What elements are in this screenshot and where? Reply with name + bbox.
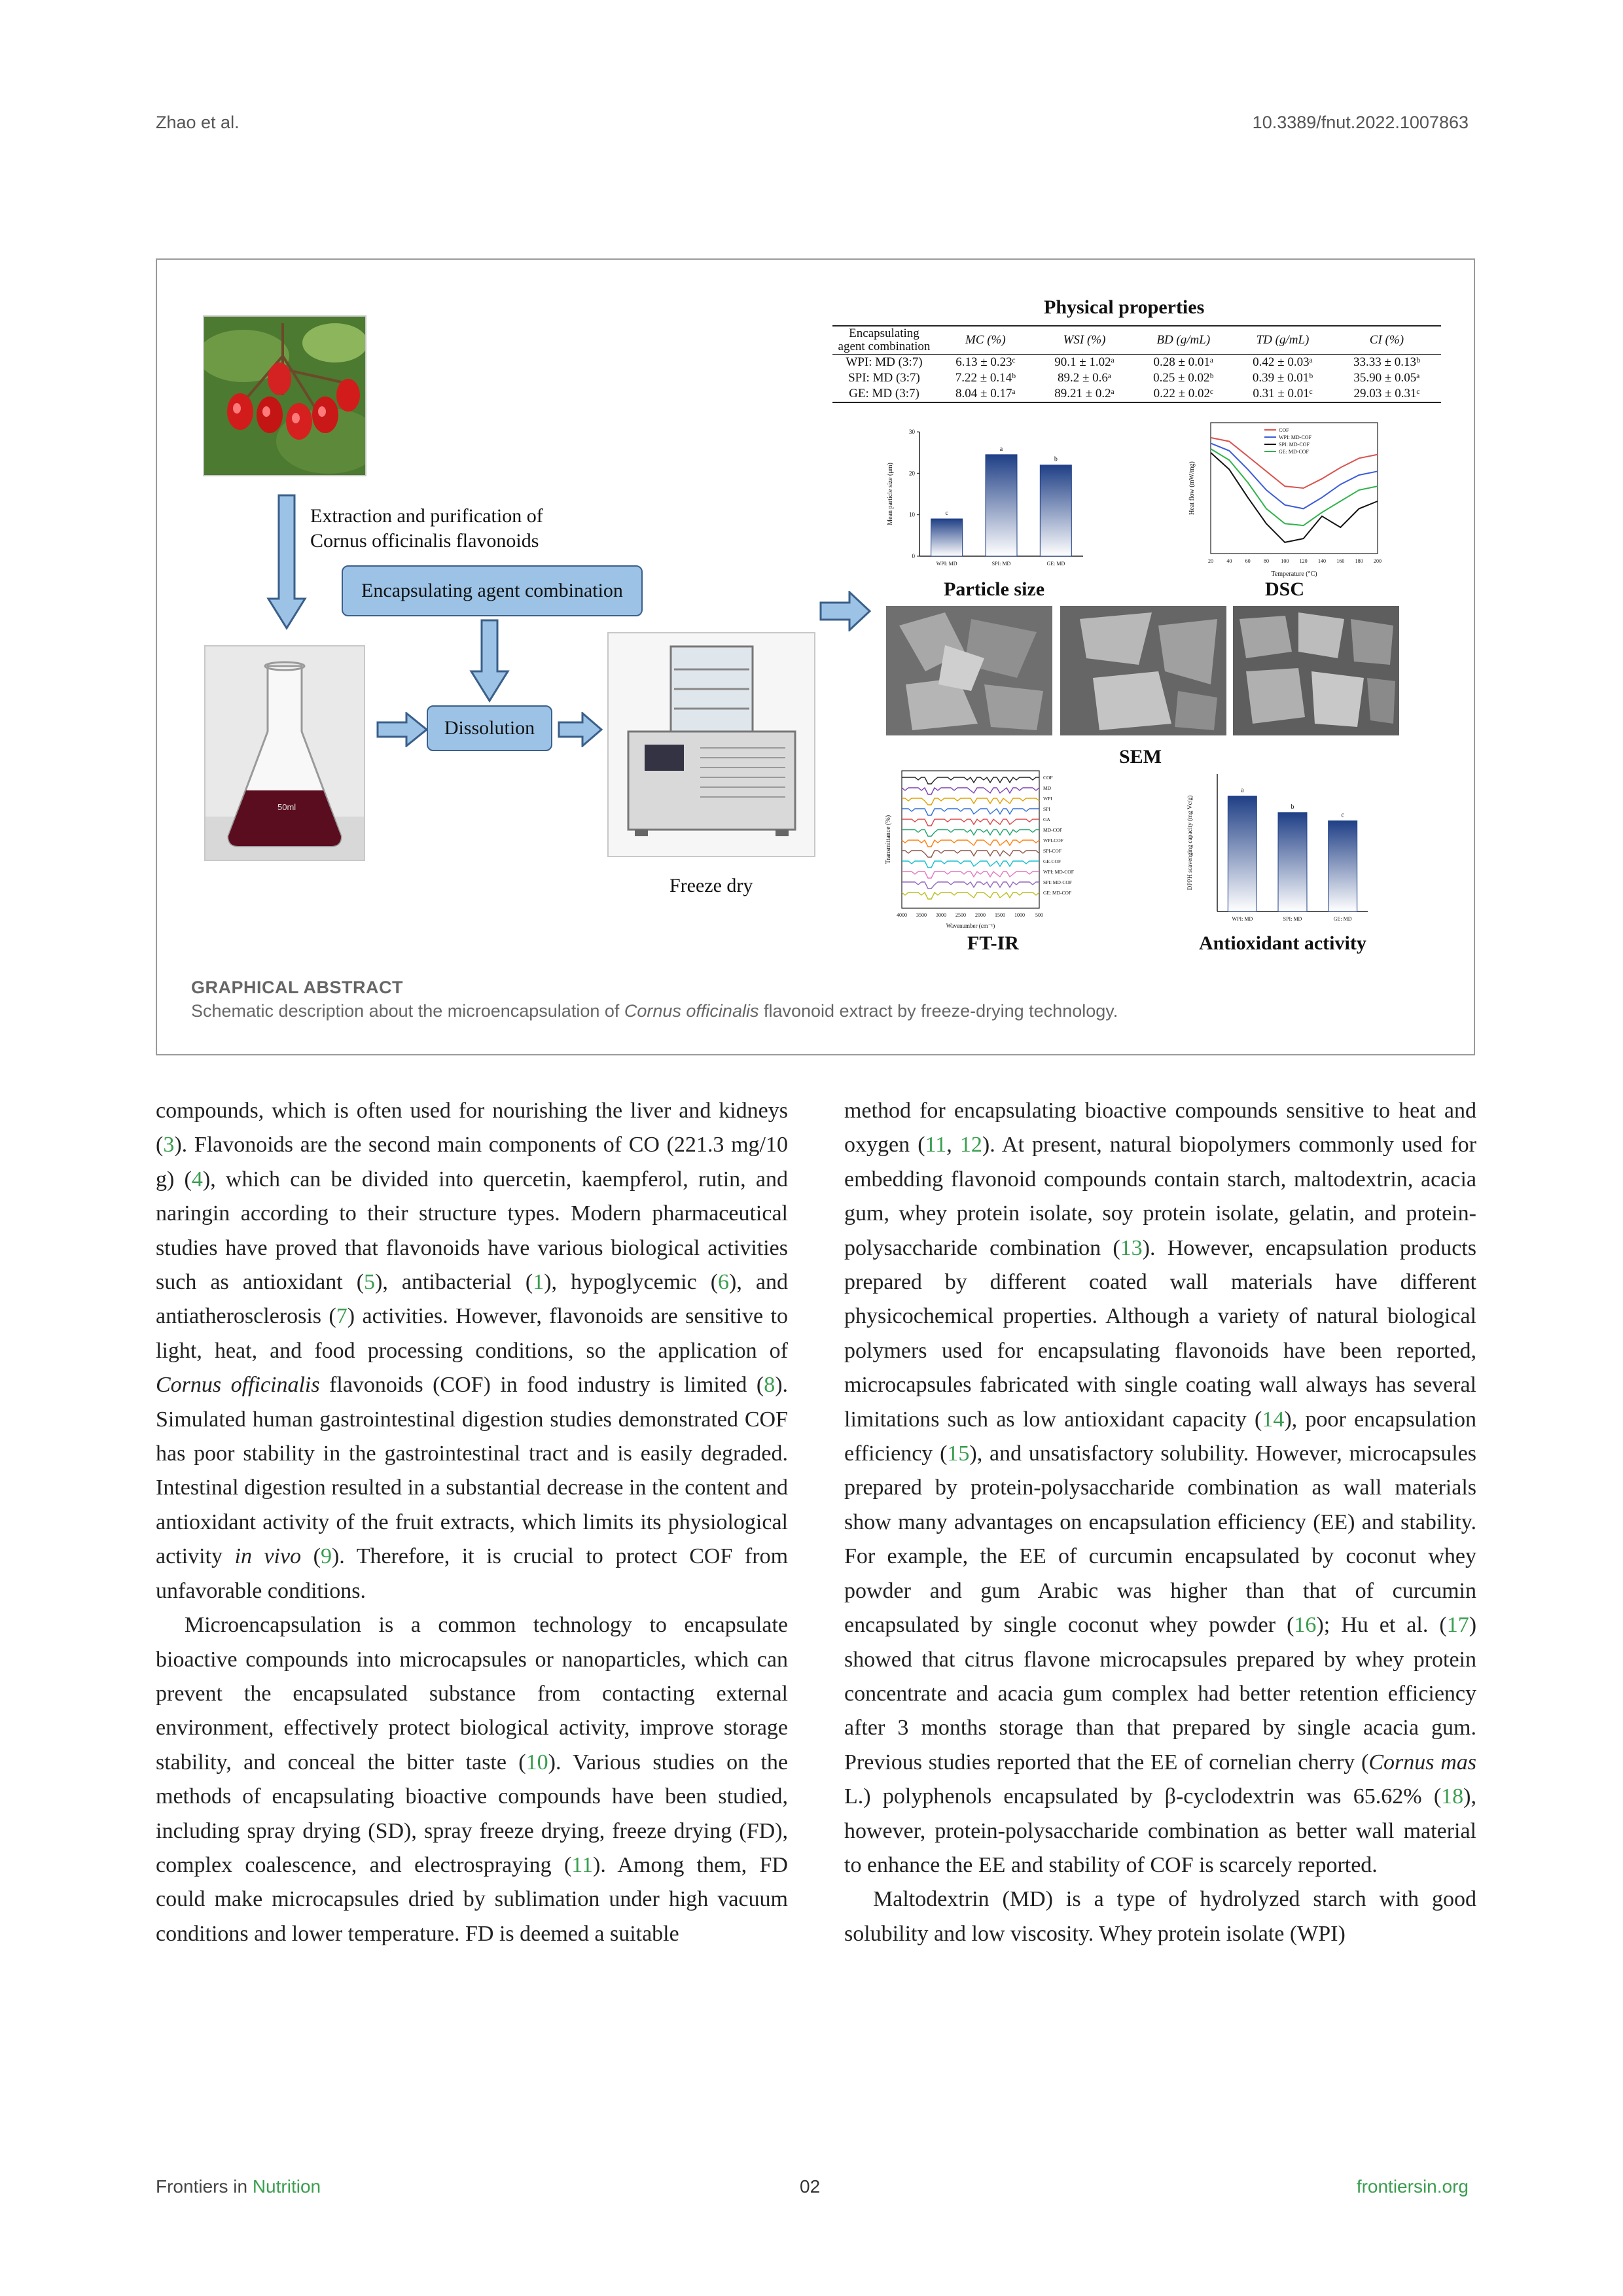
citation-link[interactable]: 5 xyxy=(364,1270,376,1295)
citation-link[interactable]: 11 xyxy=(571,1852,594,1877)
table-header-cell: TD (g/mL) xyxy=(1256,333,1310,347)
page-number: 02 xyxy=(800,2176,821,2197)
body-left-column xyxy=(156,1094,788,1951)
bar xyxy=(931,519,963,556)
table-header-cell: CI (%) xyxy=(1369,333,1404,347)
legend-label: COF xyxy=(1043,775,1053,781)
legend-label: GA xyxy=(1043,817,1050,822)
right-arrow-icon xyxy=(376,712,429,747)
table-cell: 0.22 ± 0.02ᶜ xyxy=(1153,387,1213,400)
table-cell: SPI: MD (3:7) xyxy=(848,371,920,385)
caption-species: Cornus officinalis xyxy=(624,1001,759,1021)
x-tick-label: 40 xyxy=(1226,558,1232,564)
x-axis-label: Wavenumber (cm⁻¹) xyxy=(946,923,995,929)
particle-size-label: Particle size xyxy=(944,578,1045,600)
citation-link[interactable]: 3 xyxy=(163,1133,175,1157)
citation-link[interactable]: 1 xyxy=(533,1270,544,1295)
body-right-column xyxy=(844,1094,1476,1951)
citation-link[interactable]: 11 xyxy=(925,1133,947,1157)
table-cell: 29.03 ± 0.31ᶜ xyxy=(1353,387,1420,400)
bar xyxy=(1329,821,1357,911)
x-tick-label: 60 xyxy=(1245,558,1251,564)
x-tick-label: 200 xyxy=(1374,558,1382,564)
dissolution-box: Dissolution xyxy=(427,705,552,751)
right-arrow-icon xyxy=(819,591,872,631)
significance-letter: a xyxy=(1241,786,1244,794)
legend-label: GE-COF xyxy=(1043,858,1061,864)
y-tick-label: 30 xyxy=(909,429,915,435)
sem-label: SEM xyxy=(1119,746,1162,768)
ftir-spectrum-line xyxy=(902,882,1039,889)
extraction-label-line2: Cornus officinalis flavonoids xyxy=(310,530,539,552)
extraction-label-line1: Extraction and purification of xyxy=(310,505,543,527)
table-cell: 0.28 ± 0.01ᵃ xyxy=(1153,355,1214,369)
legend-label: SPI: MD-COF xyxy=(1279,442,1310,448)
x-tick-label: 80 xyxy=(1264,558,1269,564)
x-tick-label: 3500 xyxy=(916,912,927,918)
x-tick-label: WPI: MD xyxy=(936,561,957,567)
extraction-label xyxy=(310,504,543,554)
sem-image-2 xyxy=(1060,606,1226,735)
table-cell: 0.31 ± 0.01ᶜ xyxy=(1253,387,1313,400)
bar xyxy=(1040,465,1071,556)
table-cell: 0.25 ± 0.02ᵇ xyxy=(1153,371,1214,385)
x-tick-label: 4000 xyxy=(897,912,907,918)
physical-properties-table xyxy=(832,325,1441,403)
legend-label: WPI xyxy=(1043,796,1052,802)
bar xyxy=(1278,813,1307,911)
legend-label: GE: MD-COF xyxy=(1279,449,1310,455)
citation-link[interactable]: 9 xyxy=(320,1544,332,1569)
citation-link[interactable]: 7 xyxy=(336,1304,348,1329)
ftir-spectrum-line xyxy=(902,809,1039,815)
figure-caption-text xyxy=(191,1001,1118,1021)
y-tick-label: 20 xyxy=(909,470,915,477)
particle-size-chart xyxy=(880,419,1096,582)
plot-frame xyxy=(902,771,1039,908)
y-axis-label: DPPH scavenging capacity (mg Vc/g) xyxy=(1187,795,1194,891)
table-cell: 0.39 ± 0.01ᵇ xyxy=(1252,371,1313,385)
table-header-cell: MC (%) xyxy=(965,333,1006,347)
x-tick-label: 180 xyxy=(1355,558,1363,564)
legend-label: SPI-COF xyxy=(1043,848,1061,854)
table-row xyxy=(832,370,1441,386)
citation-link[interactable]: 15 xyxy=(947,1441,970,1466)
footer-journal-prefix: Frontiers in xyxy=(156,2176,253,2197)
citation-link[interactable]: 16 xyxy=(1294,1613,1317,1638)
legend-label: WPI: MD-COF xyxy=(1043,869,1074,875)
citation-link[interactable]: 13 xyxy=(1120,1235,1143,1260)
x-tick-label: 140 xyxy=(1318,558,1326,564)
y-axis-label: Heat flow (mW/mg) xyxy=(1188,461,1196,515)
citation-link[interactable]: 17 xyxy=(1446,1613,1469,1638)
table-cell: 35.90 ± 0.05ᵃ xyxy=(1353,371,1420,385)
ftir-spectrum-line xyxy=(902,892,1039,899)
flavonoid-flask-photo xyxy=(204,645,365,861)
flask-volume-label: 50ml xyxy=(277,802,296,812)
table-cell: 90.1 ± 1.02ᵃ xyxy=(1054,355,1115,369)
ftir-spectrum-line xyxy=(902,788,1039,794)
table-cell: 33.33 ± 0.13ᵇ xyxy=(1353,355,1420,369)
x-tick-label: SPI: MD xyxy=(1283,916,1302,922)
table-cell: 6.13 ± 0.23ᶜ xyxy=(955,355,1016,369)
freeze-dryer-image xyxy=(609,633,814,856)
right-arrow-icon xyxy=(558,712,603,747)
y-axis-label: Transmittance (%) xyxy=(885,815,892,864)
antioxidant-chart xyxy=(1181,764,1384,936)
legend-label: WPI: MD-COF xyxy=(1279,434,1312,440)
paragraph: Maltodextrin (MD) is a type of hydrolyzed starch with good solubility and low viscosity. Whey protein isolate (WPI) xyxy=(844,1887,1476,1946)
legend-label: MD-COF xyxy=(1043,827,1063,833)
x-tick-label: 2000 xyxy=(975,912,986,918)
ftir-spectrum-line xyxy=(902,819,1039,826)
x-tick-label: 1500 xyxy=(995,912,1005,918)
x-tick-label: 500 xyxy=(1035,912,1043,918)
paragraph: Microencapsulation is a common technology to encapsulate bioactive compounds into microcapsules or nanoparticles, which can prevent the encapsulated substance from contacting external environment, effectively protect biological activity, improve storage stability, and conceal the bitter taste (10). Various studies on the methods of encapsulating bioactive compounds have been studied, including spray drying (SD), spray freeze drying, freeze drying (FD), complex coalescence, and electrospraying (11). Among them, FD could make microcapsules dried by sublimation under high vacuum conditions and lower temperature. FD is deemed a suitable xyxy=(156,1613,788,1946)
bar xyxy=(1228,796,1257,911)
cornus-fruit-photo xyxy=(203,315,366,476)
table-header-row xyxy=(832,326,1441,355)
freeze-dryer-photo xyxy=(607,632,815,857)
y-tick-label: 0 xyxy=(912,553,915,559)
table-cell: 8.04 ± 0.17ᵃ xyxy=(955,387,1016,400)
significance-letter: c xyxy=(1341,811,1344,819)
table-cell: 7.22 ± 0.14ᵇ xyxy=(955,371,1016,385)
citation-link[interactable]: 14 xyxy=(1262,1407,1285,1432)
table-header-cell: Encapsulating agent combination xyxy=(838,327,931,353)
footer-journal-name[interactable]: Nutrition xyxy=(252,2176,321,2197)
sem-image-1 xyxy=(886,606,1052,735)
table-cell: WPI: MD (3:7) xyxy=(846,355,923,369)
ftir-spectrum-line xyxy=(902,840,1039,847)
citation-link[interactable]: 18 xyxy=(1441,1784,1464,1809)
ftir-spectrum-line xyxy=(902,830,1039,836)
legend-label: GE: MD-COF xyxy=(1043,890,1072,896)
ftir-spectrum-line xyxy=(902,861,1039,868)
significance-letter: b xyxy=(1054,455,1058,463)
table-cell: 0.42 ± 0.03ᵃ xyxy=(1253,355,1313,369)
table-cell: 89.2 ± 0.6ᵃ xyxy=(1058,371,1112,385)
freeze-dry-label: Freeze dry xyxy=(669,875,753,896)
dsc-series-line xyxy=(1211,453,1378,542)
table-row xyxy=(832,386,1441,402)
ftir-spectrum-line xyxy=(902,798,1039,805)
paragraph: compounds, which is often used for nourishing the liver and kidneys (3). Flavonoids are the second main components of CO (221.3 mg/10 g) (4), which can be divided into quercetin, kaempferol, rutin, and naringin according to their structure types. Modern pharmaceutical studies have proved that flavonoids have various biological activities such as antioxidant (5), antibacterial (1), hypoglycemic (6), and antiatherosclerosis (7) activities. However, flavonoids are sensitive to light, heat, and food processing conditions, so the application of Cornus officinalis flavonoids (COF) in food industry is limited (8). Simulated human gastrointestinal digestion studies demonstrated COF has poor stability in the gastrointestinal tract and is easily degraded. Intestinal digestion resulted in a substantial decrease in the content and antioxidant activity of the fruit extracts, which limits its physiological activity in vivo (9). Therefore, it is crucial to protect COF from unfavorable conditions. xyxy=(156,1099,789,1603)
table-header-cell: BD (g/mL) xyxy=(1156,333,1211,347)
x-tick-label: 120 xyxy=(1299,558,1308,564)
citation-link[interactable]: 6 xyxy=(718,1270,730,1295)
caption-part: Schematic description about the microencapsulation of xyxy=(191,1001,624,1021)
dsc-label: DSC xyxy=(1265,578,1305,600)
citation-link[interactable]: 12 xyxy=(959,1133,982,1157)
ftir-label: FT-IR xyxy=(967,932,1019,954)
x-tick-label: 1000 xyxy=(1014,912,1025,918)
citation-link[interactable]: 8 xyxy=(764,1373,776,1398)
running-header-doi: 10.3389/fnut.2022.1007863 xyxy=(1252,113,1469,132)
x-tick-label: 2500 xyxy=(955,912,966,918)
x-tick-label: WPI: MD xyxy=(1232,916,1253,922)
legend-label: COF xyxy=(1279,427,1289,433)
ftir-spectrum-line xyxy=(902,872,1039,878)
table-header-cell: WSI (%) xyxy=(1063,333,1106,347)
citation-link[interactable]: 10 xyxy=(526,1750,548,1775)
cornus-fruit-image xyxy=(204,317,365,475)
legend-label: WPI-COF xyxy=(1043,838,1063,843)
significance-letter: b xyxy=(1291,803,1294,811)
down-arrow-icon xyxy=(469,619,510,704)
ftir-chart xyxy=(882,764,1092,936)
x-tick-label: GE: MD xyxy=(1046,561,1065,567)
down-arrow-icon xyxy=(266,494,308,631)
footer-website-link[interactable]: frontiersin.org xyxy=(1356,2176,1469,2197)
x-tick-label: 100 xyxy=(1281,558,1289,564)
table-cell: 89.21 ± 0.2ᵃ xyxy=(1054,387,1115,400)
legend-label: SPI xyxy=(1043,806,1050,812)
table-row xyxy=(832,355,1441,371)
x-tick-label: 160 xyxy=(1336,558,1345,564)
bar xyxy=(986,455,1017,556)
significance-letter: c xyxy=(945,510,948,517)
table-cell: GE: MD (3:7) xyxy=(849,387,919,400)
x-tick-label: GE: MD xyxy=(1333,916,1352,922)
sem-image-3 xyxy=(1233,606,1399,735)
physical-properties-title: Physical properties xyxy=(1044,296,1205,318)
x-tick-label: 20 xyxy=(1208,558,1213,564)
antioxidant-label: Antioxidant activity xyxy=(1199,932,1366,954)
legend-label: SPI: MD-COF xyxy=(1043,879,1072,885)
x-axis-label: Temperature (°C) xyxy=(1271,571,1317,578)
ftir-spectrum-line xyxy=(902,851,1039,857)
caption-part: flavonoid extract by freeze-drying technology. xyxy=(758,1001,1118,1021)
flask-image xyxy=(205,646,364,860)
encapsulating-agent-box: Encapsulating agent combination xyxy=(342,565,643,616)
dsc-chart xyxy=(1185,416,1387,581)
figure-caption-title: GRAPHICAL ABSTRACT xyxy=(191,978,403,997)
y-tick-label: 10 xyxy=(909,511,915,518)
x-tick-label: 3000 xyxy=(936,912,946,918)
x-tick-label: SPI: MD xyxy=(991,561,1011,567)
significance-letter: a xyxy=(999,445,1003,453)
ftir-spectrum-line xyxy=(902,777,1039,784)
paragraph: method for encapsulating bioactive compounds sensitive to heat and oxygen (11, 12). At present, natural biopolymers commonly used for embedding flavonoid compounds contain starch, maltodextrin, acacia gum, whey protein isolate, soy protein isolate, gelatin, and protein-polysaccharide combination (13). However, encapsulation products prepared by different coated wall materials have different physicochemical properties. Although a variety of natural biological polymers used for encapsulating flavonoids have been reported, microcapsules fabricated with single coating wall always has several limitations such as low antioxidant capacity (14), poor encapsulation efficiency (15), and unsatisfactory solubility. However, microcapsules prepared by protein-polysaccharide combination as wall materials show many advantages on encapsulation efficiency (EE) and stability. For example, the EE of curcumin encapsulated by coconut whey powder and gum Arabic was higher than that of curcumin encapsulated by single coconut whey powder (16); Hu et al. (17) showed that citrus flavone microcapsules prepared by whey protein concentrate and acacia gum complex had better retention efficiency after 3 months storage than that prepared by single acacia gum. Previous studies reported that the EE of cornelian cherry (Cornus mas L.) polyphenols encapsulated by β-cyclodextrin was 65.62% (18), however, protein-polysaccharide combination as better wall material to enhance the EE and stability of COF is scarcely reported. xyxy=(844,1099,1477,1877)
y-axis-label: Mean particle size (μm) xyxy=(887,463,894,525)
legend-label: MD xyxy=(1043,785,1052,791)
footer-journal xyxy=(156,2176,321,2197)
running-header-authors: Zhao et al. xyxy=(156,113,240,132)
citation-link[interactable]: 4 xyxy=(191,1167,203,1192)
